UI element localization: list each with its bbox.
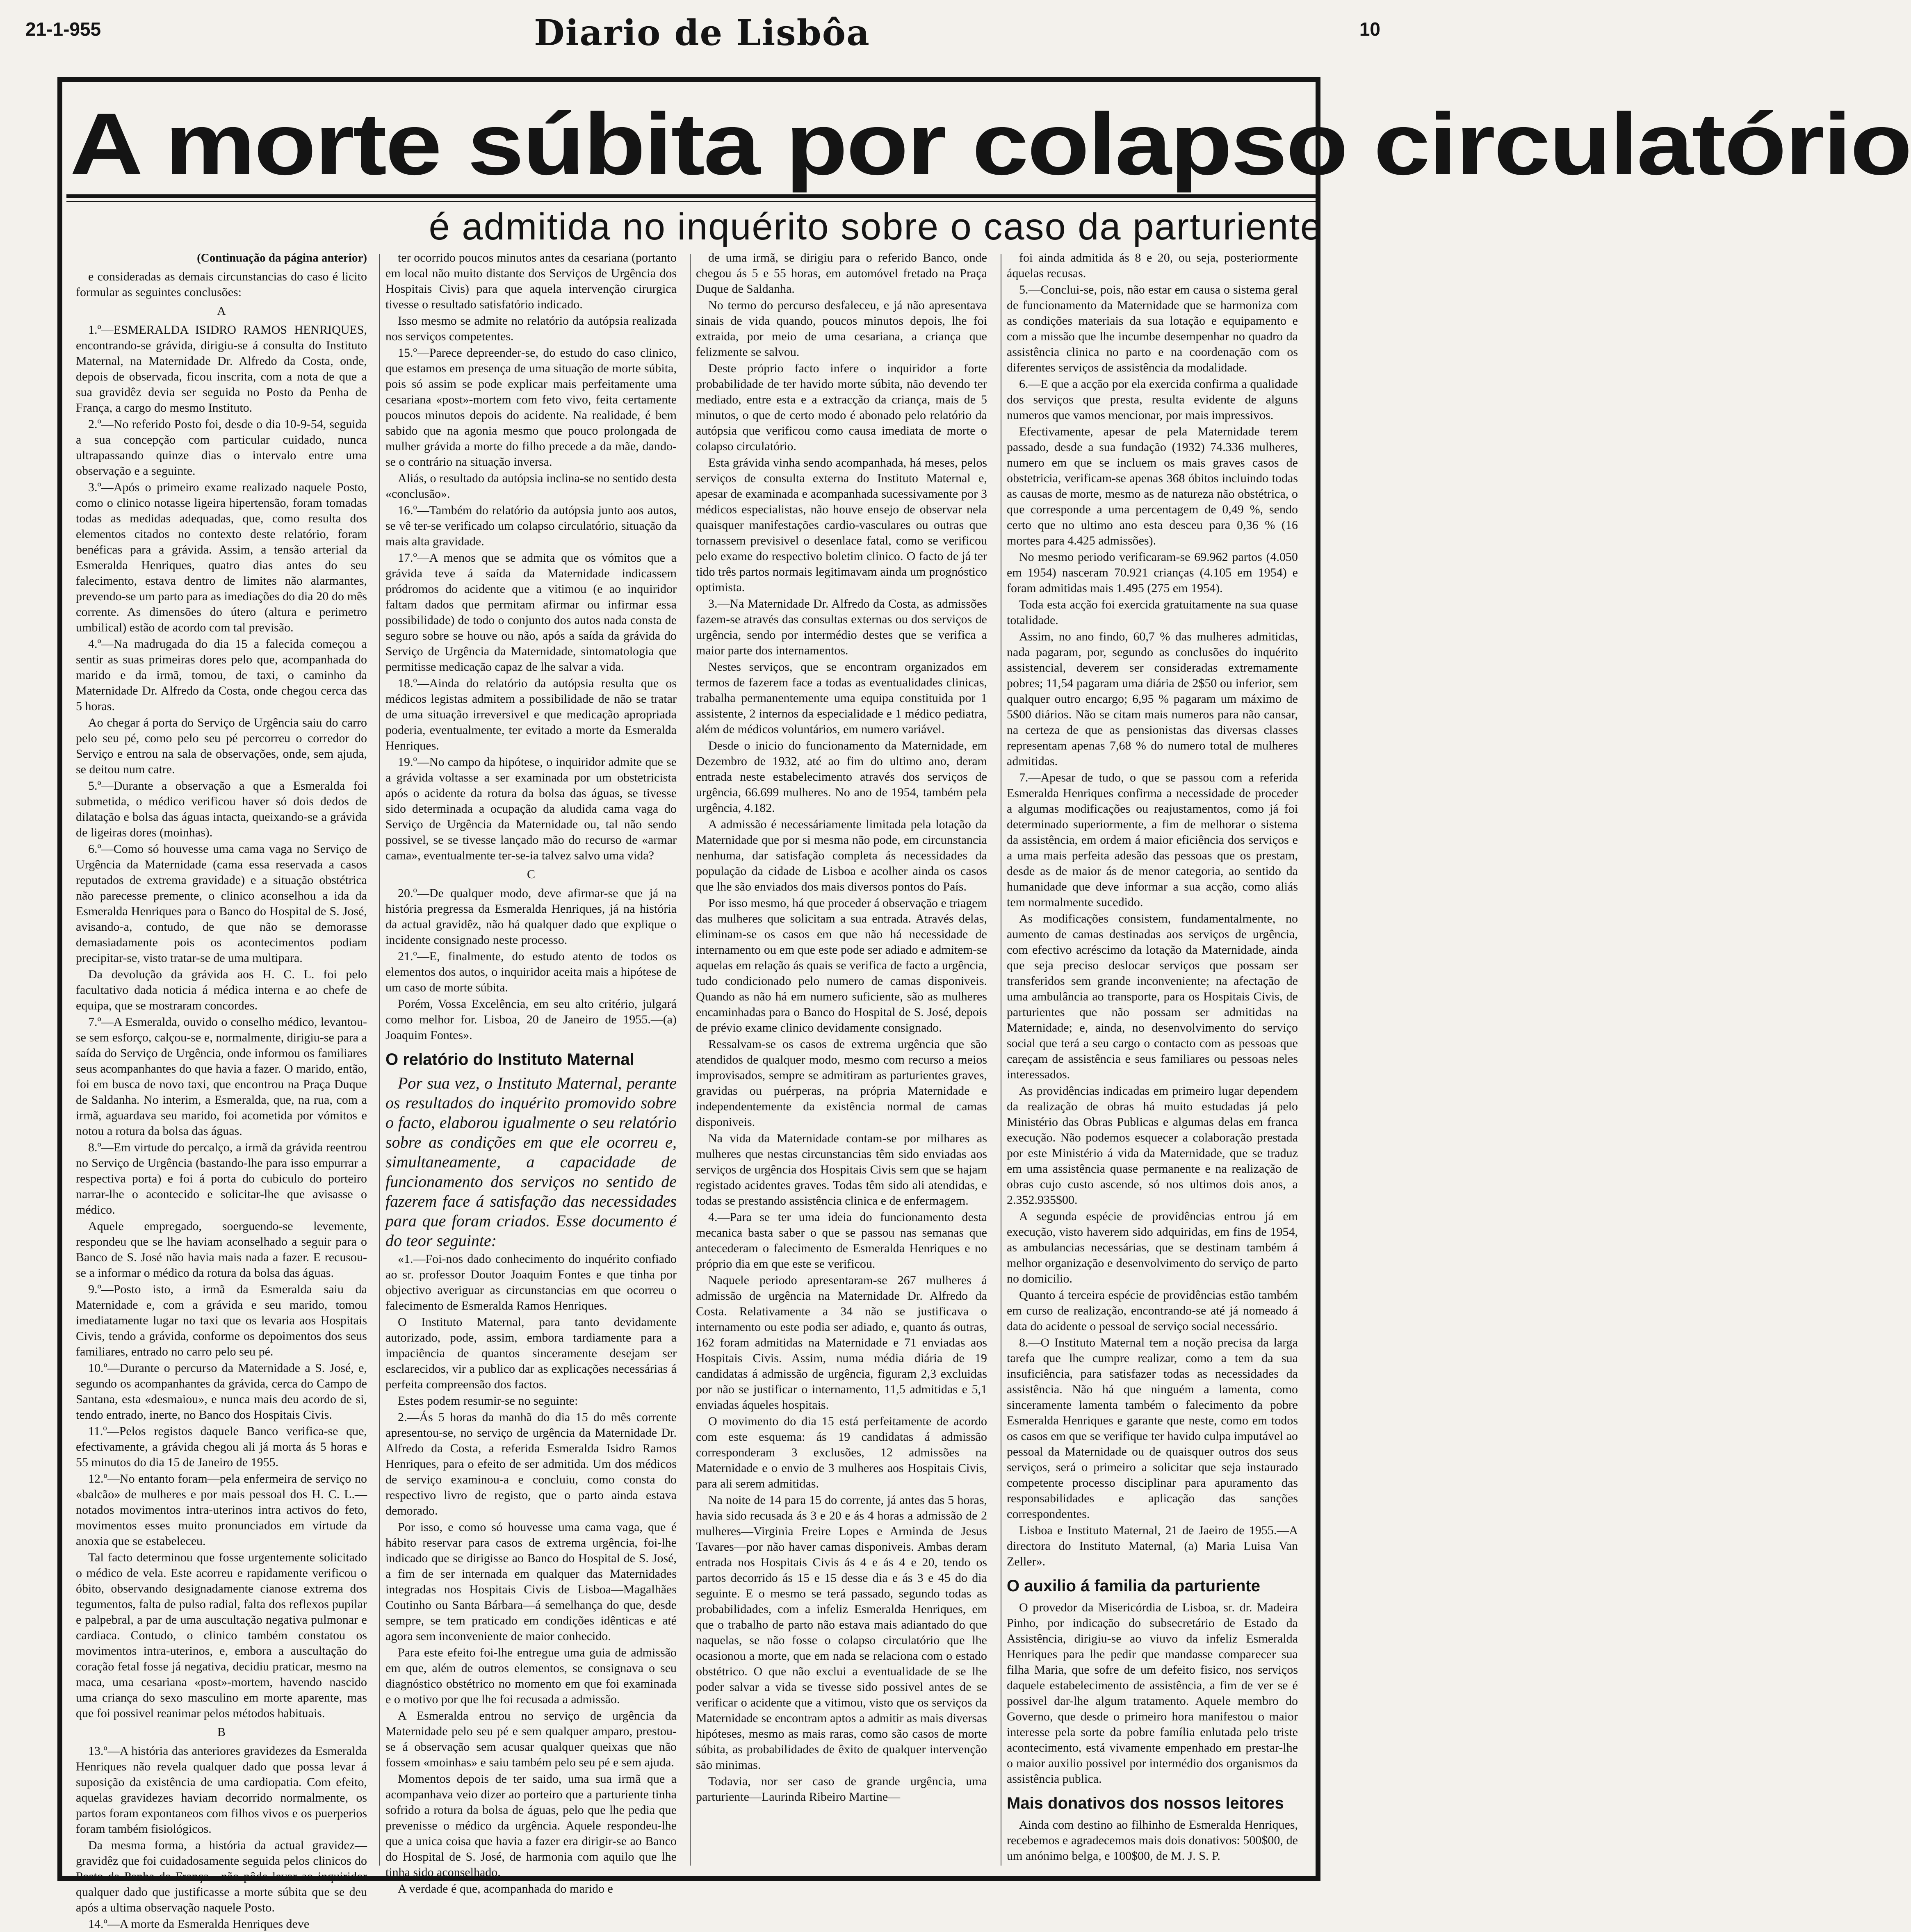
paragraph: Toda esta acção foi exercida gratuitamente na sua quase totalidade.: [1007, 598, 1298, 627]
paragraph: Esta grávida vinha sendo acompanhada, há meses, pelos serviços de consulta externa do Instituto Maternal e, apesar de examinada e acompanhada sucessivamente por 3 médicos especialistas, não houve ensejo de observar nela quaisquer manifestações cardio-vasculares ou outras que tornassem previsivel o desenlace fatal, como se verificou pelo exame do respectivo boletim clinico. O facto de já ter tido três partos normais legitimavam ainda um prognóstico optimista.: [696, 456, 987, 594]
paragraph: Ressalvam-se os casos de extrema urgência que são atendidos de qualquer modo, mesmo com recurso a meios improvisados, sempre se admitiram as parturientes graves, gravidas ou puérperas, na própria Maternidade e independentemente da existência normal de camas disponiveis.: [696, 1037, 987, 1129]
paragraph: A Esmeralda entrou no serviço de urgência da Maternidade pelo seu pé e sem qualquer amparo, prestou-se á observação sem acusar qualquer queixas que não fossem «moinhas» e saiu também pelo seu pé e sem ajuda.: [385, 1709, 677, 1769]
paragraph: O Instituto Maternal, para tanto devidamente autorizado, pode, assim, embora tardiamente para a impaciência de quantos sinceramente desejam ser esclarecidos, vir a publico dar as explicações necessárias á perfeita compreensão dos factos.: [385, 1315, 677, 1391]
headline-rule: [66, 194, 1318, 198]
paragraph: Isso mesmo se admite no relatório da autópsia realizada nos serviços competentes.: [385, 314, 677, 343]
paragraph: As modificações consistem, fundamentalmente, no aumento de camas destinadas aos serviços de urgência, com efectivo acréscimo da lotação da Maternidade, ainda que seja preciso deslocar serviços que possam ser transferidos sem grande inconveniente; na afectação de uma ambulância ao transporte, para os Hospitais Civis, de parturientes que não possam ser admitidas na Maternidade; e, ainda, no desenvolvimento do serviço social que terá a seu cargo o contacto com as pessoas que careçam de assistência e seus familiares ou pessoas neles interessados.: [1007, 912, 1298, 1081]
paragraph: Ao chegar á porta do Serviço de Urgência saiu do carro pelo seu pé, como pelo seu pé percorreu o corredor do Serviço e entrou na sala de observações, onde, sem ajuda, se deitou num catre.: [76, 716, 367, 776]
paragraph: A admissão é necessáriamente limitada pela lotação da Maternidade que por si mesma não pode, em circunstancia nenhuma, dar satisfação completa ás necessidades da população da cidade de Lisboa e acolher ainda os casos que lhe são enviados dos mais diversos pontos do País.: [696, 818, 987, 893]
paragraph: 5.º—Durante a observação a que a Esmeralda foi submetida, o médico verificou haver só dois dedos de dilatação e bolsa das águas intacta, queixando-se a grávida de ligeiras dores (moinhas).: [76, 779, 367, 839]
paragraph: 3.º—Após o primeiro exame realizado naquele Posto, como o clinico notasse ligeira hipertensão, foram tomadas todas as medidas adequadas, que, como resulta dos elementos citados no contexto deste relatório, foram benéficas para a grávida. Assim, a tensão arterial da Esmeralda Henriques, quatro dias antes do seu falecimento, estava dentro de limites não alarmantes, prevendo-se um parto para as imediações do dia 20 do mês corrente. As dimensões do útero (altura e perimetro umbilical) estão de acordo com tal previsão.: [76, 481, 367, 634]
paragraph: 9.º—Posto isto, a irmã da Esmeralda saiu da Maternidade e, com a grávida e seu marido, tomou imediatamente lugar no taxi que os levaria aos Hospitais Civis, tendo a grávida, conforme os depoimentos dos seus familiares, entrado no carro pelo seu pé.: [76, 1283, 367, 1358]
paragraph: 19.º—No campo da hipótese, o inquiridor admite que se a grávida voltasse a ser examinada por um obstetricista após o acidente da rotura da bolsa das águas, se tivesse sido determinada a ocupação da aludida cama vaga do Serviço de Urgência da Maternidade ou, tal não sendo possivel, se se tivesse lançado mão do recurso de «armar cama», eventualmente ter-se-ia talvez salvo uma vida?: [385, 755, 677, 862]
paragraph: Desde o inicio do funcionamento da Maternidade, em Dezembro de 1932, até ao fim do ultimo ano, deram entrada neste estabelecimento através dos serviços de urgência, 66.699 mulheres. No ano de 1954, também pela urgência, 4.182.: [696, 739, 987, 815]
masthead: [0, 0, 1404, 53]
paragraph: O movimento do dia 15 está perfeitamente de acordo com este esquema: ás 19 candidatas á admissão corresponderam 3 exclusões, 12 admissões na Maternidade e o envio de 3 mulheres aos Hospitais Civis, para ali serem admitidas.: [696, 1415, 987, 1490]
continued-note: (Continuação da página anterior): [197, 251, 367, 264]
paragraph: O provedor da Misericórdia de Lisboa, sr. dr. Madeira Pinho, por indicação do subsecretário de Estado da Assistência, dirigiu-se ao viuvo da infeliz Esmeralda Henriques para lhe pedir que mandasse comparecer sua filha Maria, que sofre de um defeito fisico, nos serviços daquele estabelecimento de assistência, a fim de ver se é possivel dar-lhe algum tratamento. Aquele membro do Governo, que desde o primeiro hora manifestou o maior interesse pela sorte da pobre família enlutada pelo triste acontecimento, está vivamente empenhado em prestar-lhe o maior auxilio possivel por intermédio dos organismos da assistência publica.: [1007, 1601, 1298, 1786]
paragraph: A verdade é que, acompanhada do marido e: [398, 1882, 613, 1896]
paragraph: 16.º—Também do relatório da autópsia junto aos autos, se vê ter-se verificado um colapso circulatório, situação da mais alta gravidade.: [385, 504, 677, 548]
column-2: [385, 250, 677, 1896]
paragraph: As providências indicadas em primeiro lugar dependem da realização de obras há muito estudadas já pelo Ministério das Obras Publicas e algumas delas em franca execução. Não podemos esquecer a colaboração prestada por este Ministério á vida da Maternidade, que se traduz em uma assistência quase permanente e na realização de obras cujo custo ascende, só nos ultimos dois anos, a 2.352.935$00.: [1007, 1084, 1298, 1207]
paragraph: Todavia, nor ser caso de grande urgência, uma parturiente—Laurinda Ribeiro Martine—: [696, 1775, 987, 1804]
paragraph: foi ainda admitida ás 8 e 20, ou seja, posteriormente áquelas recusas.: [1007, 251, 1298, 280]
issue-date: 21-1-955: [25, 18, 101, 40]
paragraph: Deste próprio facto infere o inquiridor a forte probabilidade de ter havido morte súbita, não devendo ter mediado, entre esta e a extracção da criança, mais de 5 minutos, o que de certo modo é abonado pelo relatório da autópsia que verificou como causa imediata de morte o colapso circulatório.: [696, 362, 987, 453]
paragraph: 2.º—No referido Posto foi, desde o dia 10-9-54, seguida a sua concepção com particular cuidado, nunca ultrapassando quinze dias o intervalo entre uma observação e a seguinte.: [76, 417, 367, 478]
paragraph: 7.—Apesar de tudo, o que se passou com a referida Esmeralda Henriques confirma a necessidade de proceder a algumas modificações ou reajustamentos, como já foi determinado superiormente, a fim de melhorar o sistema da assistência, em ordem á maior eficiência dos serviços e a uma mais perfeita adesão das pessoas que os prestam, desde as de maior ás de menor categoria, ao sentido da humanidade que deve informar a sua acção, como aliás tem normalmente sucedido.: [1007, 771, 1298, 909]
paragraph: 17.º—A menos que se admita que os vómitos que a grávida teve á saída da Maternidade indicassem pródromos do acidente que a vitimou (e ao inquiridor faltam dados que permitam afirmar ou infirmar essa possibilidade) de todo o conjunto dos autos nada consta de seguro sobre se houve ou não, após a saída da grávida do Serviço de Urgência da Maternidade, sintomatologia que permitisse medicação capaz de lhe salvar a vida.: [385, 551, 677, 674]
section-heading: O relatório do Instituto Maternal: [385, 1050, 634, 1069]
paragraph: C: [527, 868, 535, 881]
paragraph: Momentos depois de ter saido, uma sua irmã que a acompanhava veio dizer ao porteiro que a parturiente tinha sofrido a rotura da bolsa de águas, pelo que lhe pedia que prevenisse o médico da urgência. Aquele respondeu-lhe que a unica coisa que havia a fazer era dirigir-se ao Banco do Hospital de S. José, de harmonia com aquilo que lhe tinha sido aconselhado.: [385, 1772, 677, 1879]
paragraph: 20.º—De qualquer modo, deve afirmar-se que já na história pregressa da Esmeralda Henriques, já na história da actual gravidêz, não há qualquer dado que explique o incidente consignado neste processo.: [385, 886, 677, 947]
paragraph: ter ocorrido poucos minutos antes da cesariana (portanto em local não muito distante dos Serviços de Urgência dos Hospitais Civis) para que aquela intervenção cirurgica tivesse o resultado satisfatório indicado.: [385, 251, 677, 311]
paragraph: Na vida da Maternidade contam-se por milhares as mulheres que nestas circunstancias têm sido enviadas aos serviços de urgência dos Hospitais Civis sem que se hajam registado acidentes graves. Todas têm sido ali atendidas, e todas se prestando assistência clinica e de enfermagem.: [696, 1132, 987, 1208]
paragraph: Ainda com destino ao filhinho de Esmeralda Henriques, recebemos e agradecemos mais dois donativos: 500$00, de um anónimo belga, e 100$00, de M. J. S. P.: [1007, 1818, 1298, 1863]
paragraph: Aliás, o resultado da autópsia inclina-se no sentido desta «conclusão».: [385, 472, 677, 501]
paragraph: 7.º—A Esmeralda, ouvido o conselho médico, levantou-se sem esforço, calçou-se e, normalmente, dirigiu-se para a saída do Serviço de Urgência, onde informou os familiares seus acompanhantes do que havia a fazer. O marido, então, foi em busca de novo taxi, que encontrou na Praça Duque de Saldanha. No interim, a Esmeralda, que, na rua, com a irmã, aguardava seu marido, foi acometida por vómitos e notou a rotura da bolsa das águas.: [76, 1015, 367, 1138]
lead-paragraph: Por sua vez, o Instituto Maternal, perante os resultados do inquérito promovido sobre o facto, elaborou igualmente o seu relatório sobre as condições em que ele ocorreu e, simultaneamente, a capacidade de funcionamento dos serviços no sentido de fazerem face á satisfação das necessidades para que foram criados. Esse documento é do teor seguinte:: [385, 1074, 677, 1250]
paragraph: No termo do percurso desfaleceu, e já não apresentava sinais de vida quando, poucos minutos depois, lhe foi extraida, por meio de uma cesariana, a criança que felizmente se salvou.: [696, 298, 987, 359]
paragraph: No mesmo periodo verificaram-se 69.962 partos (4.050 em 1954) nasceram 70.921 crianças (4.105 em 1954) e foram admitidas mais 1.495 (275 em 1954).: [1007, 550, 1298, 595]
paragraph: 21.º—E, finalmente, do estudo atento de todos os elementos dos autos, o inquiridor aceita mais a hipótese de um caso de morte súbita.: [385, 950, 677, 994]
paragraph: Aquele empregado, soerguendo-se levemente, respondeu que se lhe haviam aconselhado a seguir para o Banco de S. José não havia mais nada a fazer. E recusou-se a informar o médico da rotura da bolsa das águas.: [76, 1219, 367, 1280]
paragraph: 15.º—Parece depreender-se, do estudo do caso clinico, que estamos em presença de uma situação de morte súbita, pois só assim se pode explicar mais perfeitamente uma cesariana «post»-mortem com feto vivo, feita certamente poucos minutos depois do acidente. Na realidade, é bem sabido que na agonia mesmo que pouco prolongada de mulher grávida a morte do filho precede a da mãe, dando-se o contrário na situação inversa.: [385, 346, 677, 469]
paragraph: 1.º—ESMERALDA ISIDRO RAMOS HENRIQUES, encontrando-se grávida, dirigiu-se á consulta do Instituto Maternal, na Maternidade Dr. Alfredo da Costa, onde, depois de observada, ficou inscrita, com a nota de que a sua gravidêz devia ser seguida no Posto da Penha de França, a cargo do mesmo Instituto.: [76, 323, 367, 415]
column-3: [696, 250, 987, 1870]
paragraph: e consideradas as demais circunstancias do caso é licito formular as seguintes conclusões:: [76, 270, 367, 299]
paragraph: 14.º—A morte da Esmeralda Henriques deve: [88, 1917, 310, 1931]
paragraph: Por isso mesmo, há que proceder á observação e triagem das mulheres que solicitam a sua entrada. Através delas, eliminam-se os casos em que não há necessidade de internamento ou em que este pode ser adiado e admitem-se aquelas em relação ás quais se verifica de facto a urgência, tudo condicionado pelo numero de camas disponiveis. Quando as não há em numero suficiente, são as mulheres encaminhadas para o Banco do Hospital de S. José, depois de prévio exame clinico devidamente consignado.: [696, 896, 987, 1034]
paragraph: Da devolução da grávida aos H. C. L. foi pelo facultativo dada noticia á médica interna e ao chefe de equipa, que se mostraram concordes.: [76, 968, 367, 1012]
paragraph: 4.—Para se ter uma ideia do funcionamento desta mecanica basta saber o que se passou nas semanas que antecederam o falecimento de Esmeralda Henriques e no próprio dia em que este se verificou.: [696, 1210, 987, 1271]
section-heading: O auxilio á familia da parturiente: [1007, 1577, 1260, 1595]
paragraph: Naquele periodo apresentaram-se 267 mulheres á admissão de urgência na Maternidade Dr. Alfredo da Costa. Relativamente a 34 não se justificava o internamento ou este podia ser adiado, e, quanto ás outras, 162 foram admitidas na Maternidade e 71 enviadas aos Hospitais Civis. Assim, numa média diária de 19 candidatas á admissão de urgência, figuram 2,3 excluidas por não se justificar o internamento, 11,5 admitidas e 5,1 enviadas áqueles hospitais.: [696, 1274, 987, 1412]
paragraph: Da mesma forma, a história da actual gravidez—gravidêz que foi cuidadosamente seguida pelos clinicos do Posto da Penha de França—não pôde levar ao inquiridor qualquer dado que justificasse a morte súbita que se deu após a ultima observação naquele Posto.: [76, 1839, 367, 1914]
paragraph: 2.—Ás 5 horas da manhã do dia 15 do mês corrente apresentou-se, no serviço de urgência da Maternidade Dr. Alfredo da Costa, a referida Esmeralda Isidro Ramos Henriques, para o efeito de ser admitida. Um dos médicos de serviço examinou-a e concluiu, como consta do respectivo livro de registo, que o parto ainda estava demorado.: [385, 1410, 677, 1517]
paragraph: 11.º—Pelos registos daquele Banco verifica-se que, efectivamente, a grávida chegou ali já morta ás 5 horas e 55 minutos do dia 15 de Janeiro de 1955.: [76, 1424, 367, 1469]
paragraph: Estes podem resumir-se no seguinte:: [398, 1394, 578, 1408]
paragraph: A segunda espécie de providências entrou já em execução, visto haverem sido adquiridas, em fins de 1954, as ambulancias necessárias, que se destinam também á melhor organização e desenvolvimento do serviço de parto no domicilio.: [1007, 1210, 1298, 1285]
paragraph: Tal facto determinou que fosse urgentemente solicitado o médico de vela. Este acorreu e rapidamente verificou o óbito, observando designadamente cianose extrema dos tegumentos, falta de pulso radial, falta dos reflexos pupilar e palpebral, a par de uma auscultação negativa pulmonar e cardiaca. Contudo, o clinico também constatou os movimentos intra-uterinos, e, embora a auscultação do coração fetal fosse já negativa, decidiu praticar, mesmo na maca, uma cesariana «post»-mortem, havendo nascido uma criança do sexo masculino em morte aparente, mas que foi possivel reanimar pelos métodos habituais.: [76, 1551, 367, 1720]
headline-rule-thin: [66, 201, 1318, 202]
paragraph: 10.º—Durante o percurso da Maternidade a S. José, e, segundo os acompanhantes da grávida, cerca do Campo de Santana, esta «desmaiou», e nunca mais deu acordo de si, tendo entrado, inerte, no Banco dos Hospitais Civis.: [76, 1361, 367, 1422]
page-number: 10: [1359, 18, 1380, 40]
paragraph: Na noite de 14 para 15 do corrente, já antes das 5 horas, havia sido recusada ás 3 e 20 e ás 4 horas a admissão de 2 mulheres—Virginia Freire Lopes e Arminda de Jesus Tavares—por não haver camas disponiveis. Ambas deram entrada nos Hospitais Civis ás 4 e ás 4 e 20, tendo os partos decorrido ás 15 e 15 desse dia e ás 3 e 45 do dia seguinte. E o mesmo se terá passado, segundo todas as probabilidades, com a infeliz Esmeralda Henriques, em que o trabalho de parto não estava mais adiantado do que naquelas, se não fosse o colapso circulatório que lhe ocasionou a morte, que em nada se relaciona com o estado obstétrico. O que não exclui a eventualidade de se lhe poder salvar a vida se tivesse sido possivel antes de se verificar o acidente que a vitimou, visto que os serviços da Maternidade se encontram aptos a admitir as mais diversas hipóteses, mesmo as mais raras, como são casos de morte súbita, as probabilidades de êxito de qualquer intervenção são minimas.: [696, 1493, 987, 1772]
paragraph: 4.º—Na madrugada do dia 15 a falecida começou a sentir as suas primeiras dores pelo que, acompanhada do marido e da irmã, tomou, de taxi, o caminho da Maternidade Dr. Alfredo da Costa, onde chegou cerca das 5 horas.: [76, 637, 367, 713]
column-1: [76, 250, 367, 1931]
paragraph: B: [217, 1725, 226, 1739]
newspaper-title: Diario de Lisbôa: [534, 12, 870, 54]
article-body: [76, 250, 1314, 1931]
paragraph: A: [217, 304, 226, 318]
subheadline: é admitida no inquérito sobre o caso da parturiente: [429, 206, 1322, 248]
paragraph: Assim, no ano findo, 60,7 % das mulheres admitidas, nada pagaram, por, segundo as conclusões do inquérito assistencial, deverem ser consideradas extremamente pobres; 11,54 pagaram uma diária de 2$50 ou inferior, sem qualquer outro encargo; 6,95 % pagaram um máximo de 5$00 diários. Não se citam mais numeros para não cansar, na certeza de que as pensionistas das diversas classes representam apenas 7,68 % do numero total de mulheres admitidas.: [1007, 630, 1298, 768]
paragraph: Porém, Vossa Excelência, em seu alto critério, julgará como melhor for. Lisboa, 20 de Janeiro de 1955.—(a) Joaquim Fontes».: [385, 997, 677, 1042]
section-heading: Mais donativos dos nossos leitores: [1007, 1794, 1284, 1812]
paragraph: de uma irmã, se dirigiu para o referido Banco, onde chegou ás 5 e 55 horas, em automóvel fretado na Praça Duque de Saldanha.: [696, 251, 987, 296]
paragraph: 5.—Conclui-se, pois, não estar em causa o sistema geral de funcionamento da Maternidade que se harmoniza com as condições materiais da sua lotação e equipamento e com a missão que lhe incumbe desempenhar no quadro da assistência clinica no parto e na coordenação com os diferentes serviços de assistência da modalidade.: [1007, 283, 1298, 374]
paragraph: Lisboa e Instituto Maternal, 21 de Jaeiro de 1955.—A directora do Instituto Maternal, (a) Maria Luisa Van Zeller».: [1007, 1524, 1298, 1568]
paragraph: «1.—Foi-nos dado conhecimento do inquérito confiado ao sr. professor Doutor Joaquim Fontes e que tinha por objectivo averiguar as circunstancias em que ocorreu o falecimento de Esmeralda Ramos Henriques.: [385, 1252, 677, 1312]
paragraph: Efectivamente, apesar de pela Maternidade terem passado, desde a sua fundação (1932) 74.336 mulheres, numero em que se incluem os mais graves casos de obstetricia, verificam-se apenas 368 óbitos incluindo todas as causas de morte, mesmo as de natureza não obstétrica, o que corresponde a uma percentagem de 0,49 %, sendo certo que no ultimo ano esta desceu para 0,36 % (16 mortes para 4.425 admissões).: [1007, 425, 1298, 547]
paragraph: Para este efeito foi-lhe entregue uma guia de admissão em que, além de outros elementos, se consignava o seu diagnóstico obstétrico no momento em que foi examinada e o motivo por que lhe foi recusada a admissão.: [385, 1646, 677, 1706]
paragraph: 3.—Na Maternidade Dr. Alfredo da Costa, as admissões fazem-se através das consultas externas ou dos serviços de urgência, sendo por intermédio destes que se verifica a maior parte dos internamentos.: [696, 597, 987, 657]
headline: A morte súbita por colapso circulatório: [70, 95, 1911, 193]
paragraph: 8.—O Instituto Maternal tem a noção precisa da larga tarefa que lhe cumpre realizar, como a tem da sua insuficiência, para satisfazer todas as necessidades da assistência. Não há que ninguém a lamenta, como sinceramente lamenta também o falecimento da pobre Esmeralda Henriques e garante que neste, como em todos os casos em que se verifique ter havido culpa imputável ao pessoal da Maternidade ou de quaisquer outros dos seus serviços, será o primeiro a solicitar que seja instaurado competente processo disciplinar para apuramento das responsabilidades e aplicação das sanções correspondentes.: [1007, 1336, 1298, 1521]
paragraph: 6.º—Como só houvesse uma cama vaga no Serviço de Urgência da Maternidade (cama essa reservada a casos reputados de extrema gravidade) e a situação obstétrica não parecesse premente, o clinico aconselhou a ida da Esmeralda Henriques para o Banco do Hospital de S. José, avisando-a, contudo, de que não se demorasse demasiadamente pois os acontecimentos podiam precipitar-se, visto tratar-se de uma multipara.: [76, 842, 367, 965]
paragraph: 8.º—Em virtude do percalço, a irmã da grávida reentrou no Serviço de Urgência (bastando-lhe para isso empurrar a respectiva porta) e foi á porta do cubiculo do porteiro narrar-lhe o acontecido e solicitar-lhe que avisasse o médico.: [76, 1141, 367, 1217]
paragraph: Quanto á terceira espécie de providências estão também em curso de realização, encontrando-se até já nomeado á data do acidente o pessoal de serviço social necessário.: [1007, 1288, 1298, 1333]
paragraph: Por isso, e como só houvesse uma cama vaga, que é hábito reservar para casos de extrema urgência, foi-lhe indicado que se dirigisse ao Banco do Hospital de S. José, a fim de ser internada em qualquer das Maternidades integradas nos Hospitais Civis de Lisboa—Magalhães Coutinho ou Santa Bárbara—á semelhança do que, desde sempre, se tem praticado em condições idênticas e até agora sem inconveniente de maior conhecido.: [385, 1520, 677, 1643]
paragraph: 12.º—No entanto foram—pela enfermeira de serviço no «balcão» de mulheres e por mais pessoal dos H. C. L.—notados movimentos intra-uterinos intra activos do feto, movimentos esses muito pronunciados em virtude da anoxia que se estabeleceu.: [76, 1472, 367, 1548]
paragraph: 18.º—Ainda do relatório da autópsia resulta que os médicos legistas admitem a possibilidade de não se tratar de uma situação irreversivel e que medicação apropriada poderia, eventualmente, ter evitado a morte da Esmeralda Henriques.: [385, 677, 677, 752]
column-4: [1007, 250, 1298, 1870]
paragraph: 6.—E que a acção por ela exercida confirma a qualidade dos serviços que presta, resulta evidente de alguns numeros que vamos mencionar, por mais impressivos.: [1007, 377, 1298, 422]
paragraph: Nestes serviços, que se encontram organizados em termos de fazerem face a todas as eventualidades clinicas, trabalha permanentemente uma equipa constituida por 1 assistente, 2 internos da especialidade e 1 médico pediatra, além de médicos voluntários, em numero variável.: [696, 660, 987, 736]
paragraph: 13.º—A história das anteriores gravidezes da Esmeralda Henriques não revela qualquer dado que possa levar á suposição da existência de uma cardiopatia. Com efeito, aquelas gravidezes haviam decorrido normalmente, os partos foram expontaneos com filhos vivos e os puerperios foram também fisiológicos.: [76, 1744, 367, 1836]
